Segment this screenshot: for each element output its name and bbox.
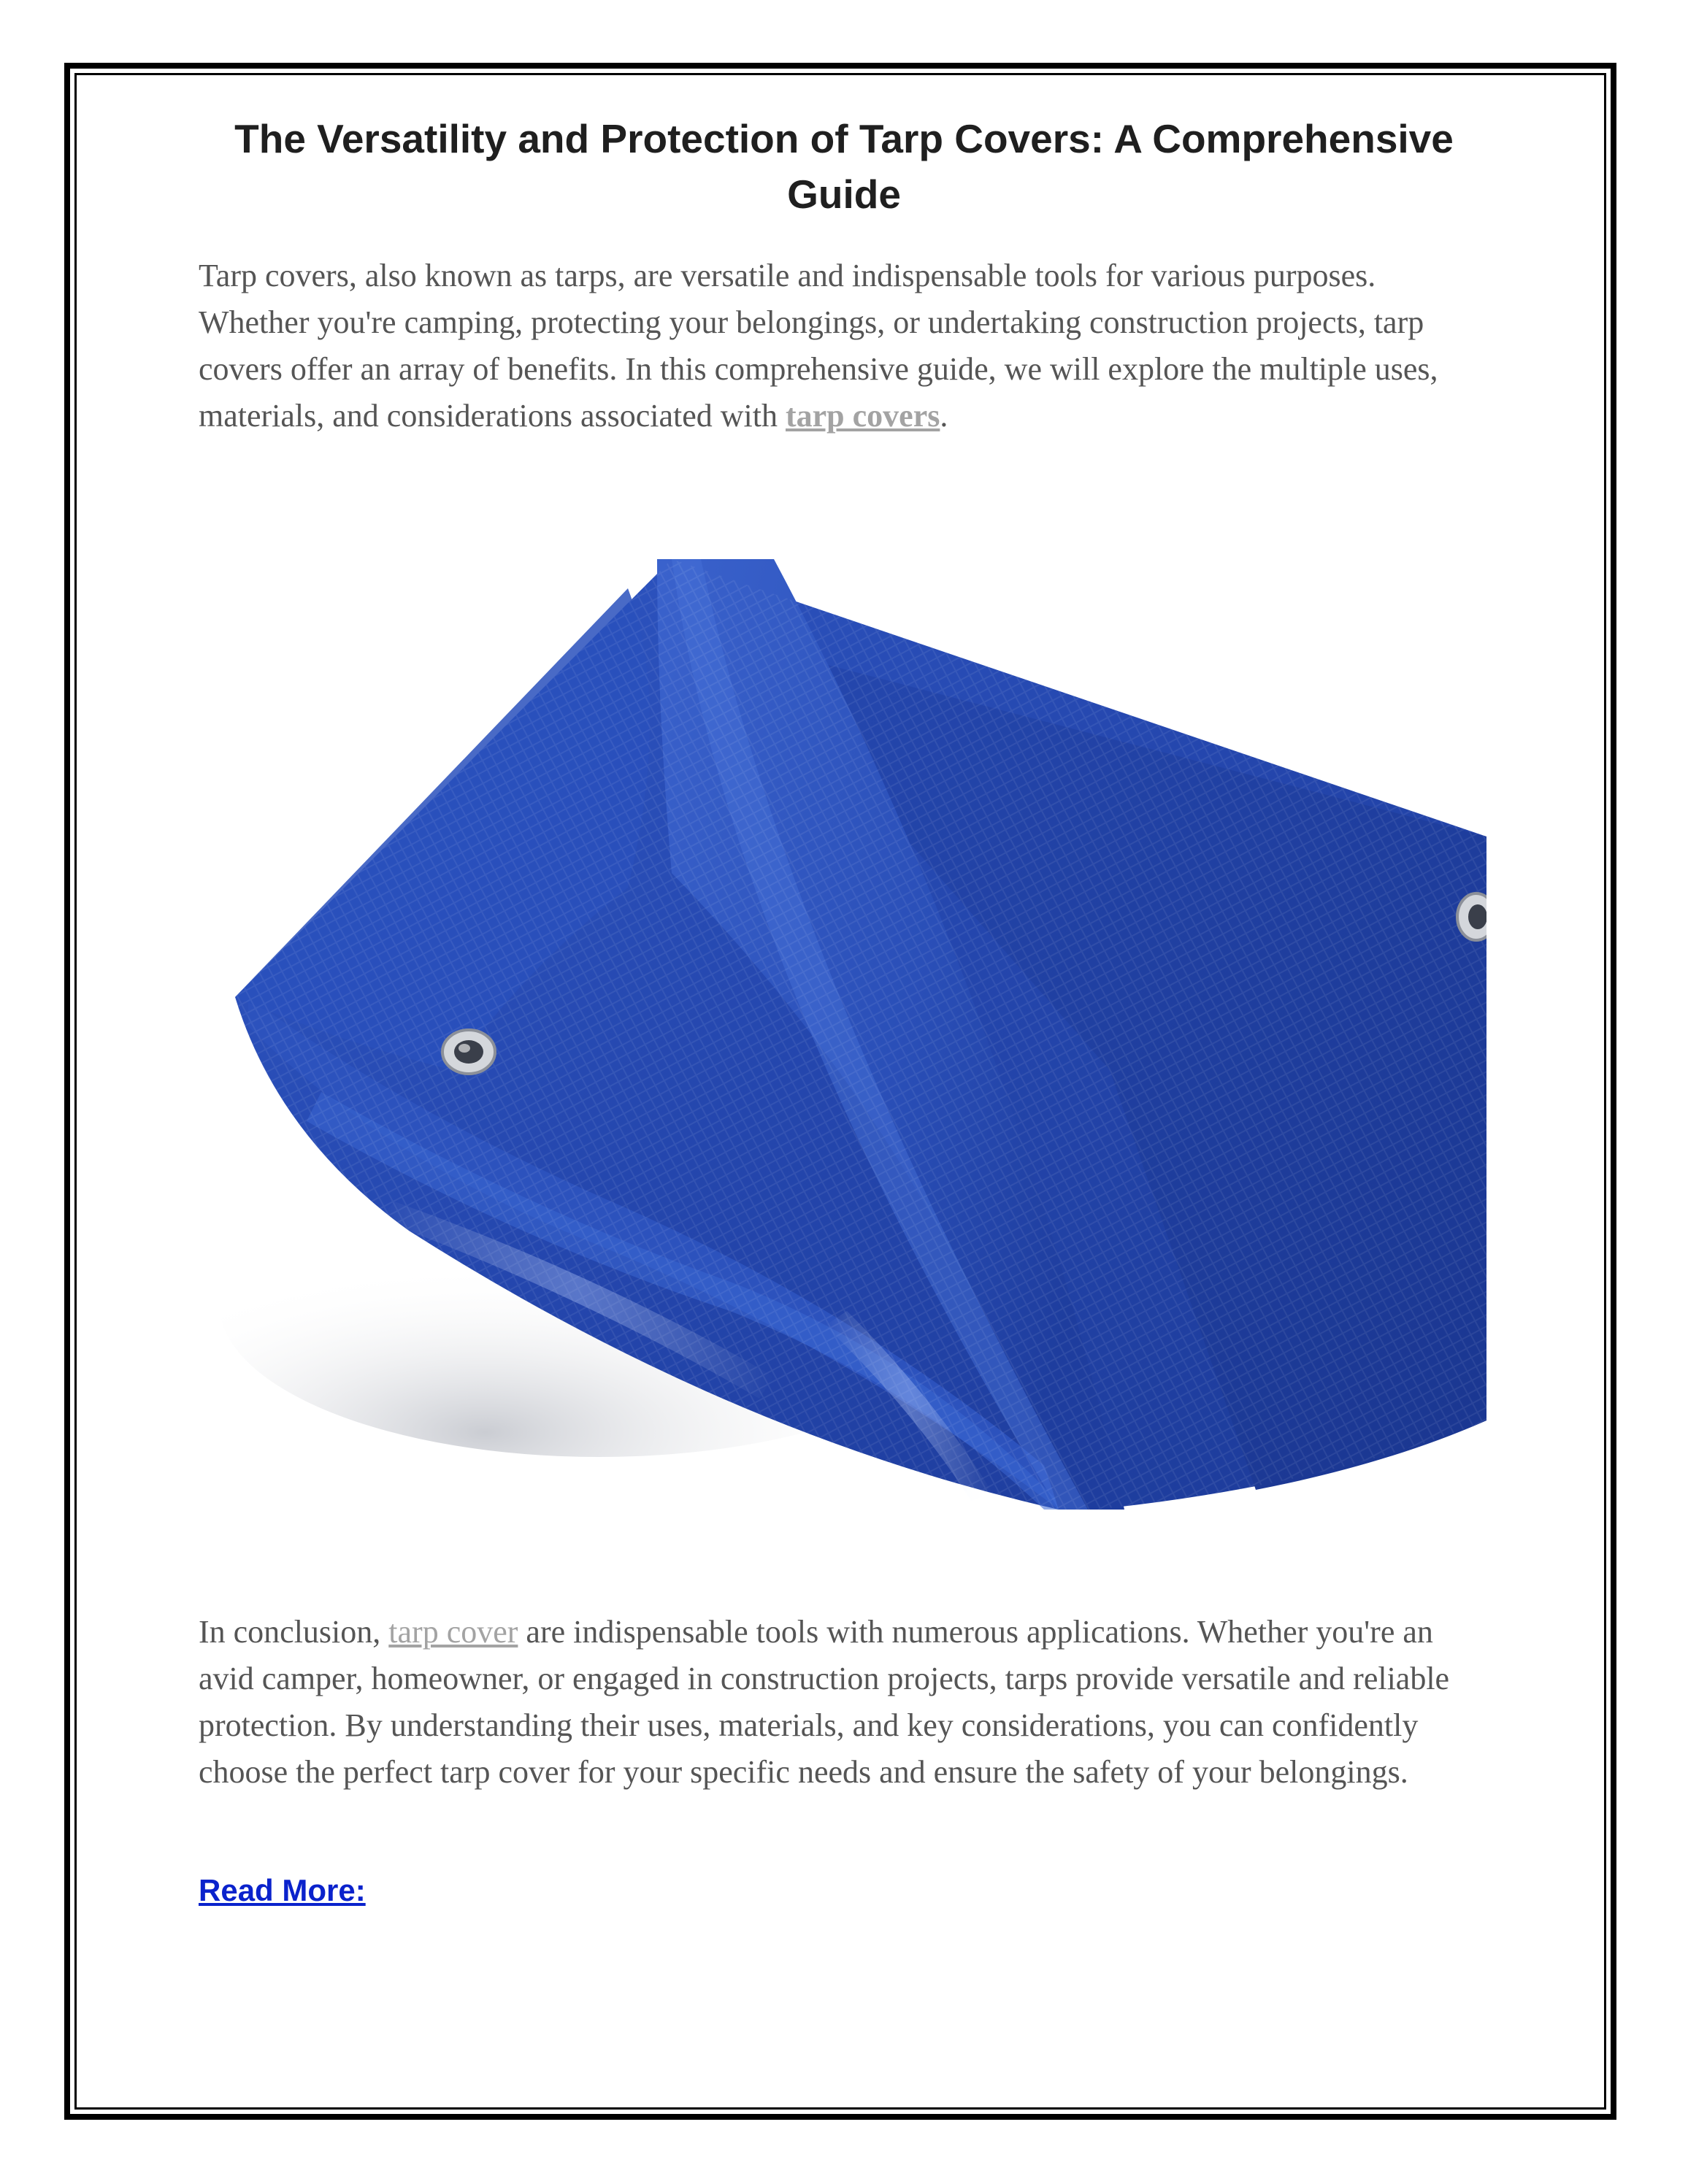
conclusion-paragraph: [199, 1609, 1491, 1796]
intro-text-end: .: [940, 398, 948, 434]
conclusion-text: are indispensable tools with numerous applications. Whether you're an avid camper, homeowner, or engaged in construction projects, tarps provide versatile and reliable protection. By understanding their uses, materials, and key considerations, you can confidently choose the perfect tarp cover for your specific needs and ensure the safety of your belongings.: [199, 1614, 1450, 1790]
intro-paragraph: [199, 253, 1491, 439]
intro-text: Tarp covers, also known as tarps, are versatile and indispensable tools for various purposes. Whether you're camping, protecting your belongings, or undertaking construction projects, tarp covers offer an array of benefits. In this comprehensive guide, we will explore the multiple uses, materials, and considerations associated with: [199, 258, 1438, 434]
blue-tarp-image: [219, 559, 1486, 1510]
tarp-covers-link[interactable]: tarp covers: [786, 398, 940, 434]
tarp-cover-link[interactable]: tarp cover: [388, 1614, 518, 1650]
document-title: The Versatility and Protection of Tarp Covers: A Comprehensive Guide: [234, 116, 1454, 217]
conclusion-text-start: In conclusion,: [199, 1614, 389, 1650]
read-more-link[interactable]: Read More:: [199, 1873, 366, 1907]
